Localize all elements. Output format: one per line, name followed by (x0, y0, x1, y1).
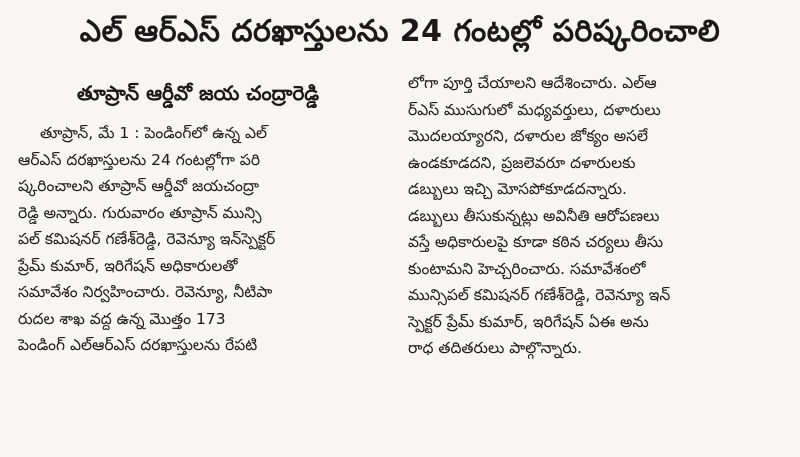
text-line: లోగా పూర్తి చేయాలని ఆదేశించారు. ఎల్ఆ (408, 74, 657, 92)
article-columns (18, 70, 786, 457)
left-column-text (18, 120, 378, 359)
text-line: ఉండకూడదని, ప్రజలెవరూ దళారులకు (408, 153, 636, 172)
right-column (408, 70, 768, 457)
text-line: రెడ్డి అన్నారు. గురువారం తూప్రాన్ మున్సి (18, 203, 262, 222)
text-line: ప్రేమ్ కుమార్, ఇరిగేషన్ అధికారులతో (18, 256, 238, 275)
text-line: ర్ఎస్ ముసుగులో మధ్యవర్తులు, దళారులు (408, 100, 661, 119)
text-line: స్పెక్టర్ ప్రేమ్ కుమార్, ఇరిగేషన్ ఏఈ అను (408, 312, 649, 331)
text-line: ష్కరించాలని తూప్రాన్ ఆర్డీవో జయచంద్రా (18, 177, 259, 195)
text-line: రాధ తదితరులు పాల్గొన్నారు. (408, 339, 582, 357)
text-line: డబ్బులు తీసుకున్నట్లు అవినీతి ఆరోపణలు (408, 206, 660, 225)
text-line: తూప్రాన్, మే 1 : పెండింగ్‌లో ఉన్న ఎల్ (40, 124, 268, 142)
right-column-text (408, 70, 768, 362)
text-line: సమావేశం నిర్వహించారు. రెవెన్యూ, నీటిపా (18, 283, 273, 301)
left-column (18, 70, 378, 457)
headline: ఎల్ ఆర్ఎస్ దరఖాస్తులను 24 గంటల్లో పరిష్కరించాలి (79, 14, 721, 49)
text-line: కుంటామని హెచ్చరించారు. సమావేశంలో (408, 259, 646, 278)
text-line: మున్సిపల్ కమిషనర్ గణేశ్‌రెడ్డి, రెవెన్యూ ఇన్ (408, 286, 671, 304)
text-line: వస్తే అధికారులపై కూడా కఠిన చర్యలు తీసు (408, 233, 664, 251)
text-line: పల్ కమిషనర్ గణేశ్‌రెడ్డి, రెవెన్యూ ఇన్‌స్పెక్టర్ (18, 230, 276, 248)
text-line: మొదలయ్యారని, దళారుల జోక్యం అసలే (408, 127, 648, 145)
text-line: ఆర్ఎస్ దరఖాస్తులను 24 గంటల్లోగా పరి (18, 150, 261, 169)
subheadline: తూప్రాన్ ఆర్డీవో జయ చంద్రారెడ్డి (76, 81, 320, 105)
text-line: రుదల శాఖ వద్ద ఉన్న మొత్తం 173 (18, 309, 226, 328)
text-line: డబ్బులు ఇచ్చి మోసపోకూడదన్నారు. (408, 180, 627, 198)
text-line: పెండింగ్ ఎల్ఆర్ఎస్ దరఖాస్తులను రేపటి (18, 336, 258, 354)
